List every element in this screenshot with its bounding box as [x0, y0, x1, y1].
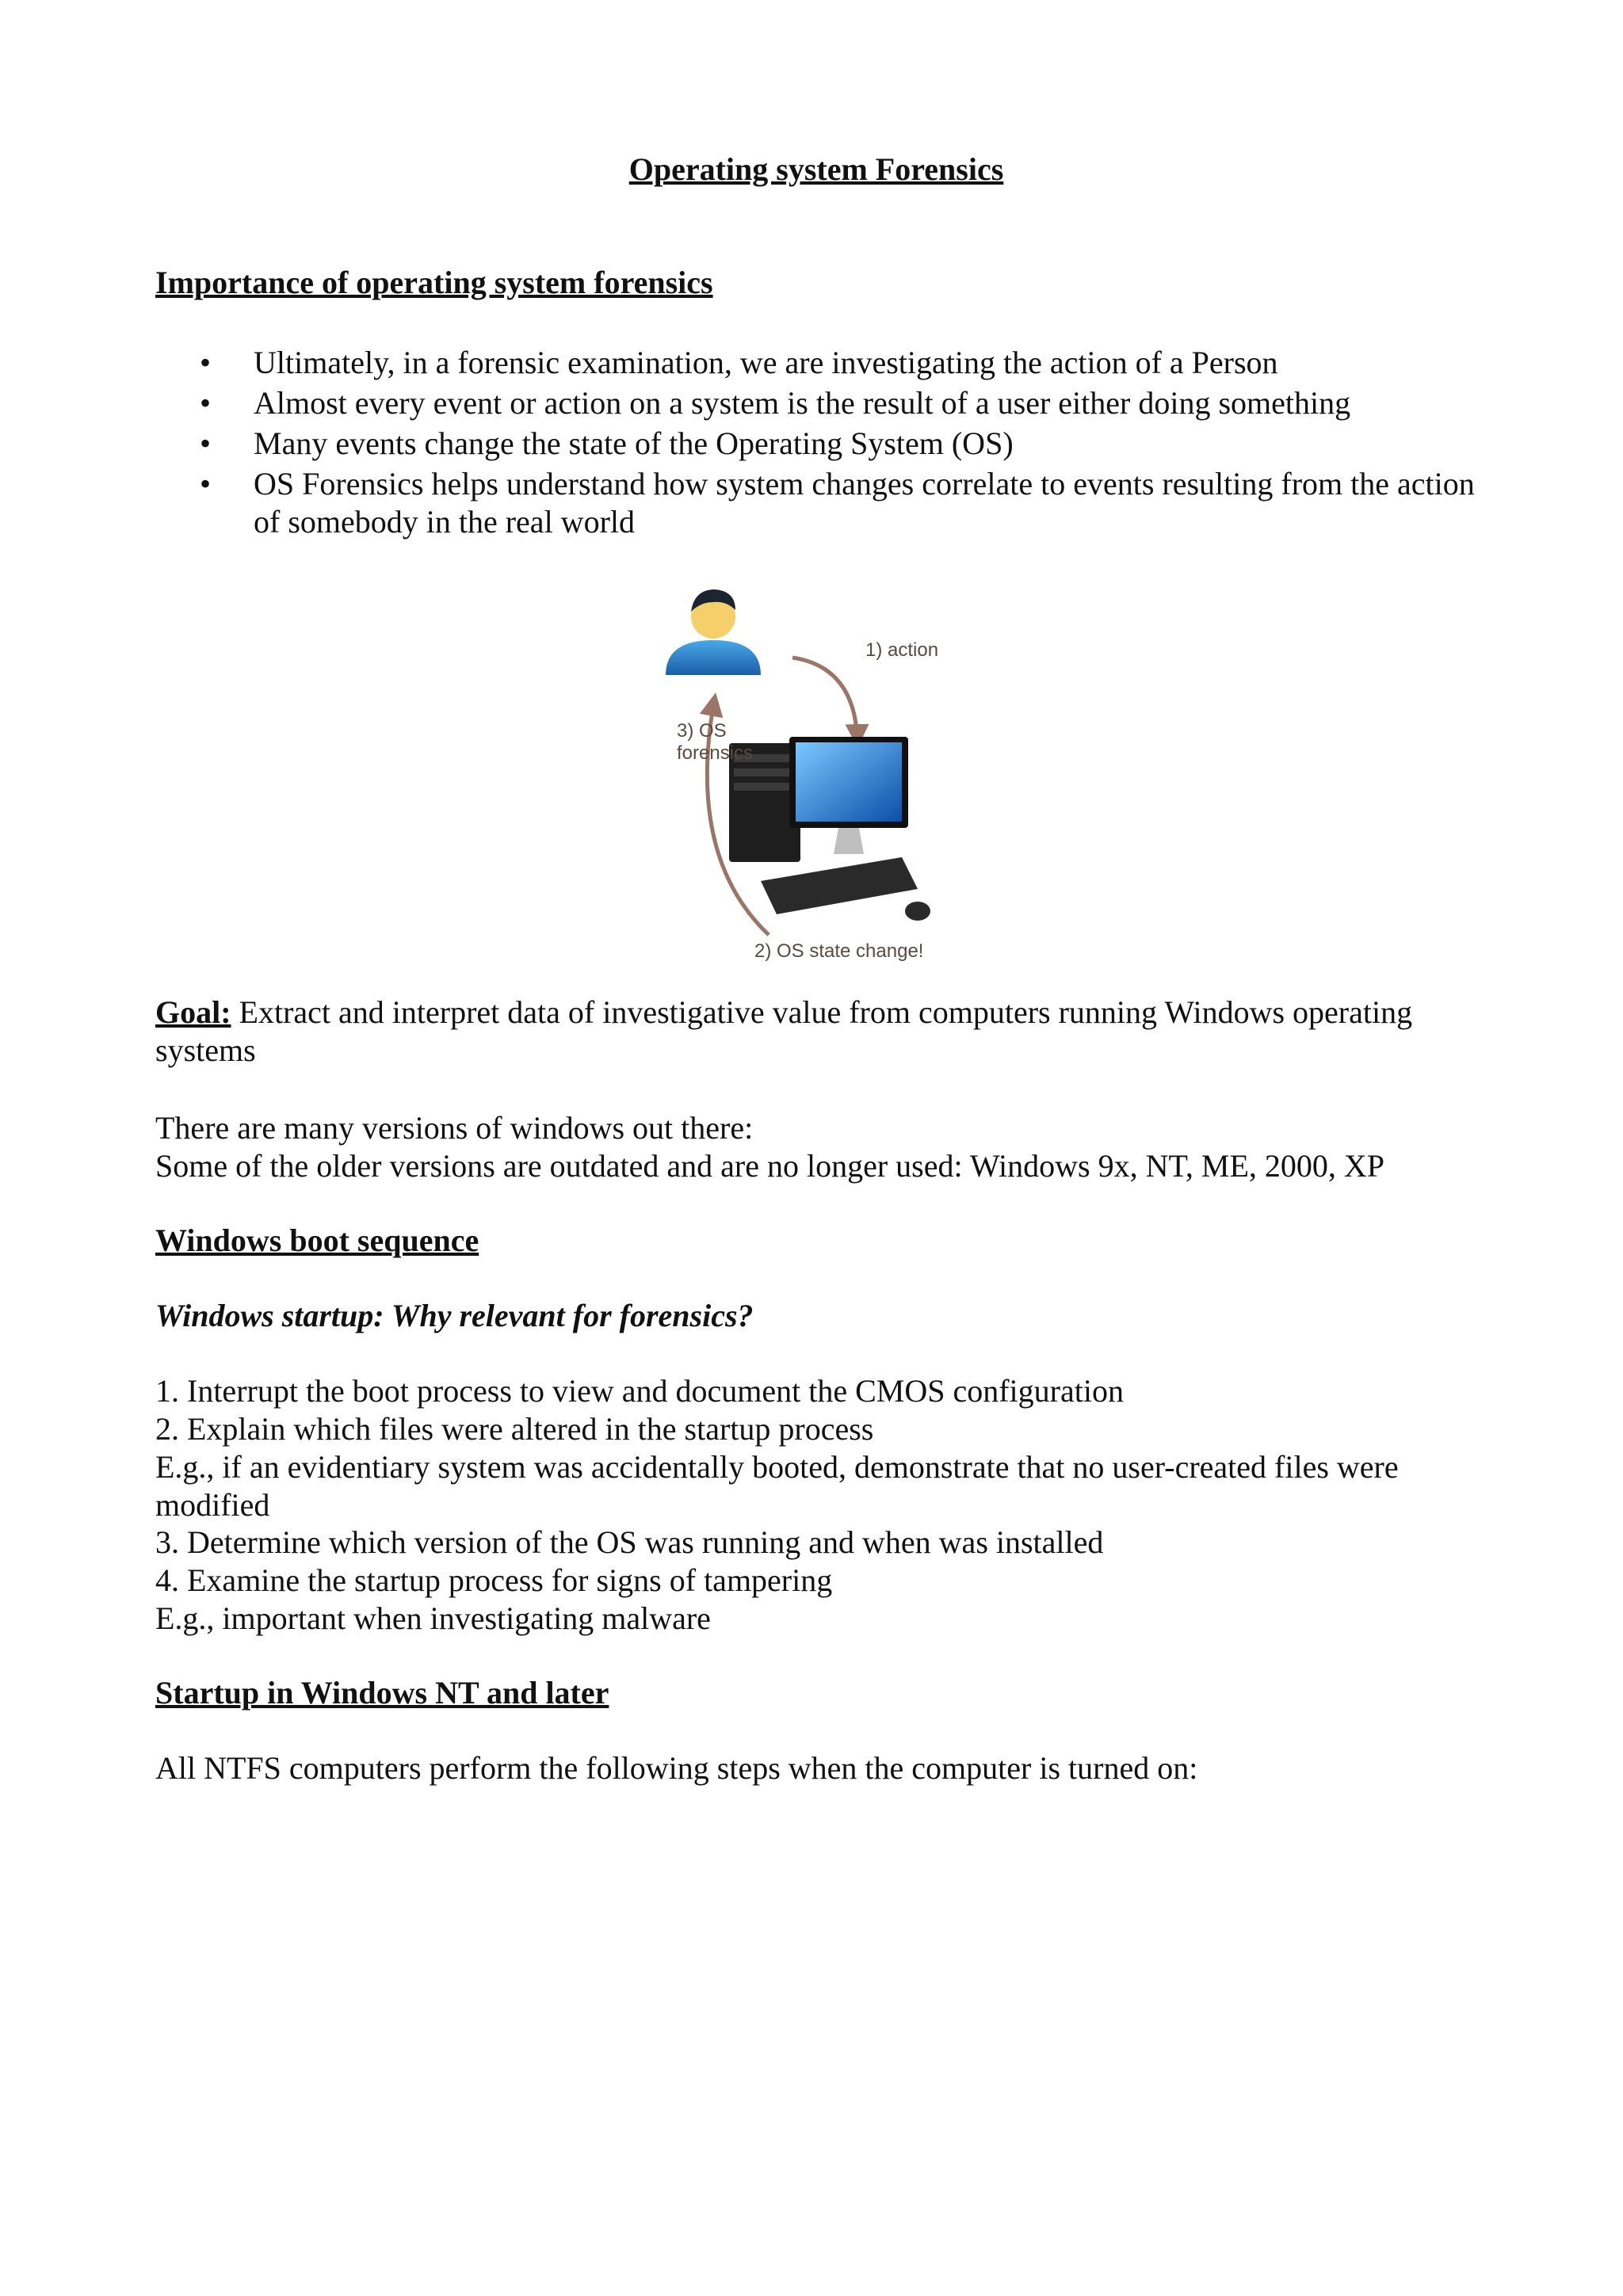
importance-list	[155, 344, 1487, 543]
bullet-icon: •	[200, 466, 212, 502]
forensics-label-line2: forensics	[677, 742, 754, 764]
goal-text: Extract and interpret data of investigative value from computers running Windows operating systems	[155, 994, 1413, 1068]
boot-item: E.g., if an evidentiary system was accidentally booted, demonstrate that no user-created files were modified	[155, 1449, 1399, 1523]
list-item: • Ultimately, in a forensic examination, we are investigating the action of a Person	[200, 345, 1278, 380]
versions-line-1: There are many versions of windows out there:	[155, 1110, 754, 1146]
computer-icon	[729, 737, 930, 921]
versions-line-2: Some of the older versions are outdated and are no longer used: Windows 9x, NT, ME, 2000, XP	[155, 1148, 1385, 1184]
action-arrow	[792, 658, 857, 743]
list-item: • Almost every event or action on a system is the result of a user either doing something	[200, 385, 1351, 421]
goal-label: Goal:	[155, 994, 231, 1030]
bullet-icon: •	[200, 425, 212, 461]
state-change-label: 2) OS state change!	[754, 940, 924, 962]
boot-subheading: Windows startup: Why relevant for forensics?	[155, 1298, 754, 1333]
importance-heading: Importance of operating system forensics	[155, 265, 713, 300]
boot-item: E.g., important when investigating malware	[155, 1600, 711, 1636]
boot-item: 3. Determine which version of the OS was running and when was installed	[155, 1524, 1104, 1560]
bullet-icon: •	[200, 345, 212, 380]
boot-item: 4. Examine the startup process for signs of tampering	[155, 1562, 833, 1598]
forensics-label-line1: 3) OS	[677, 720, 727, 742]
bullet-icon: •	[200, 385, 212, 421]
os-forensics-diagram	[650, 578, 983, 967]
action-label: 1) action	[865, 639, 939, 661]
user-icon	[666, 589, 761, 675]
boot-item: 2. Explain which files were altered in the startup process	[155, 1411, 874, 1447]
list-item: • Many events change the state of the Operating System (OS)	[200, 425, 1014, 461]
boot-item: 1. Interrupt the boot process to view and document the CMOS configuration	[155, 1373, 1124, 1409]
goal-paragraph	[155, 994, 1487, 1070]
startup-text: All NTFS computers perform the following steps when the computer is turned on:	[155, 1750, 1198, 1786]
startup-heading: Startup in Windows NT and later	[155, 1675, 609, 1711]
page-title: Operating system Forensics	[628, 151, 1004, 187]
boot-heading: Windows boot sequence	[155, 1222, 479, 1258]
list-item: • OS Forensics helps understand how system changes correlate to events resulting from the action of somebody in the real world	[200, 466, 1475, 540]
